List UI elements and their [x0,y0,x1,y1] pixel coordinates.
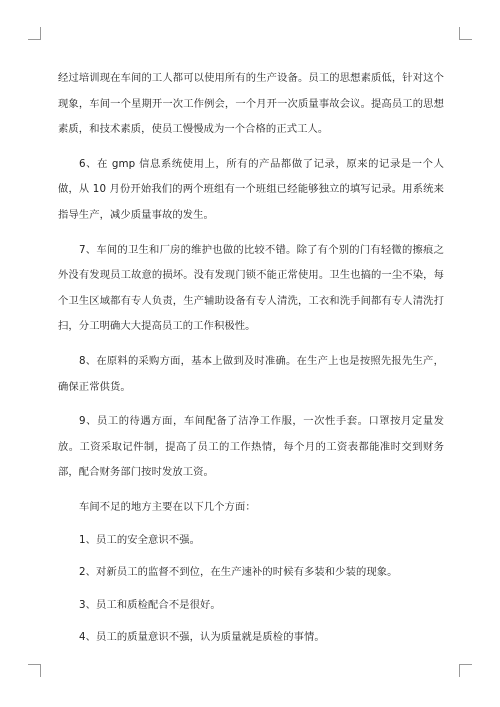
paragraph-item-8: 8、在原料的采购方面，基本上做到及时准确。在生产上也是按照先报先生产，确保正常供货。 [58,354,444,393]
paragraph-training: 经过培训现在车间的工人都可以使用所有的生产设备。员工的思想素质低，针对这个现象，车间一个星期开一次工作例会，一个月开一次质量事故会议。提高员工的思想素质，和技术素质，使员工慢慢成为一个合格的正式工人。 [58,72,444,136]
document-body [58,66,444,658]
list-item-2: 2、对新员工的监督不到位，在生产速补的时候有多装和少装的现象。 [79,566,398,579]
list-item-1: 1、员工的安全意识不强。 [79,533,201,546]
crop-mark-bottom-right [459,664,472,677]
paragraph-item-7: 7、车间的卫生和厂房的维护也做的比较不错。除了有个别的门有轻微的擦痕之外没有发现员工故意的损坏。没有发现门锁不能正常使用。卫生也搞的一尘不染，每个卫生区域都有专人负责，生产辅助设备有专人清洗，工衣和洗手间都有专人清洗打扫，分工明确大大提高员工的工作积极性。 [58,243,444,333]
crop-mark-bottom-left [28,664,41,677]
crop-mark-top-left [28,27,41,40]
crop-mark-top-right [459,27,472,40]
list-item-3: 3、员工和质检配合不是很好。 [79,598,221,611]
paragraph-item-9: 9、员工的待遇方面，车间配备了洁净工作服，一次性手套。口罩按月定量发放。工资采取记件制，提高了员工的工作热情，每个月的工资表都能准时交到财务部，配合财务部门按时发放工资。 [58,415,444,479]
list-item-4: 4、员工的质量意识不强，认为质量就是质检的事情。 [79,631,325,644]
paragraph-item-6: 6、在 gmp 信息系统使用上，所有的产品都做了记录，原来的记录是一个人做，从 10 月份开始我们的两个班组有一个班组已经能够独立的填写记录。用系统来指导生产，减少质量事故的发生。 [58,157,444,221]
paragraph-shortcomings-intro: 车间不足的地方主要在以下几个方面： [79,500,256,513]
